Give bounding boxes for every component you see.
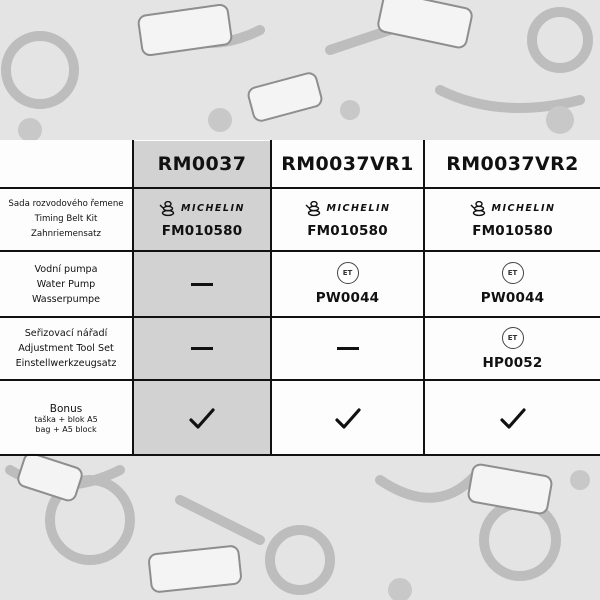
dash-icon xyxy=(337,347,359,350)
part-number: FM010580 xyxy=(161,222,243,239)
part-number: FM010580 xyxy=(307,222,388,239)
part-number: HP0052 xyxy=(482,354,543,371)
label-de: Einstellwerkzeugsatz xyxy=(15,358,117,369)
comparison-table xyxy=(0,140,600,456)
part-number: PW0044 xyxy=(315,290,380,306)
row-label-bonus xyxy=(0,381,134,456)
column-header-rm0037vr1: RM0037VR1 xyxy=(272,140,425,189)
row-label-water-pump xyxy=(0,252,134,318)
label-de: Wasserpumpe xyxy=(31,293,101,305)
label-en: bag + A5 block xyxy=(35,424,97,434)
checkmark-icon xyxy=(499,407,527,431)
checkmark-icon xyxy=(188,407,216,431)
label-en: Water Pump xyxy=(36,278,96,290)
dash-icon xyxy=(191,347,213,350)
cell-tool-rm0037vr1 xyxy=(272,318,425,381)
row-label-tool-set xyxy=(0,318,134,381)
cell-tool-rm0037vr2 xyxy=(425,318,600,381)
brand-text: MICHELIN xyxy=(181,203,245,214)
column-header-rm0037: RM0037 xyxy=(134,140,272,189)
brand-text: MICHELIN xyxy=(491,203,556,214)
label-bonus: Bonus xyxy=(49,402,83,415)
dash-icon xyxy=(191,283,213,286)
label-cz: Vodní pumpa xyxy=(34,263,98,275)
label-de: Zahnriemensatz xyxy=(31,229,101,239)
michelin-logo xyxy=(470,201,556,217)
checkmark-icon xyxy=(334,407,362,431)
label-cz: Sada rozvodového řemene xyxy=(8,199,124,209)
cell-pump-rm0037vr1 xyxy=(272,252,425,318)
cell-pump-rm0037 xyxy=(134,252,272,318)
label-en: Timing Belt Kit xyxy=(34,214,98,224)
column-header-rm0037vr2: RM0037VR2 xyxy=(425,140,600,189)
michelin-logo xyxy=(159,201,245,217)
michelin-logo xyxy=(305,201,391,217)
cell-pump-rm0037vr2 xyxy=(425,252,600,318)
engineteam-logo-icon: ET xyxy=(502,262,524,284)
cell-tool-rm0037 xyxy=(134,318,272,381)
label-cz: taška + blok A5 xyxy=(34,414,98,424)
cell-belt-rm0037vr1 xyxy=(272,189,425,252)
michelin-man-icon xyxy=(305,201,323,217)
part-number: FM010580 xyxy=(472,222,553,239)
part-number: PW0044 xyxy=(480,290,545,306)
engineteam-logo-icon: ET xyxy=(337,262,359,284)
engineteam-logo-icon: ET xyxy=(502,327,524,349)
cell-bonus-rm0037 xyxy=(134,381,272,456)
row-label-timing-belt-kit xyxy=(0,189,134,252)
cell-bonus-rm0037vr1 xyxy=(272,381,425,456)
table-bottom-border xyxy=(0,454,600,456)
michelin-man-icon xyxy=(159,201,177,217)
cell-belt-rm0037 xyxy=(134,189,272,252)
label-en: Adjustment Tool Set xyxy=(18,343,114,354)
brand-text: MICHELIN xyxy=(326,203,391,214)
label-cz: Seřizovací nářadí xyxy=(24,328,108,339)
michelin-man-icon xyxy=(470,201,488,217)
cell-bonus-rm0037vr2 xyxy=(425,381,600,456)
cell-belt-rm0037vr2 xyxy=(425,189,600,252)
table-corner xyxy=(0,140,134,189)
